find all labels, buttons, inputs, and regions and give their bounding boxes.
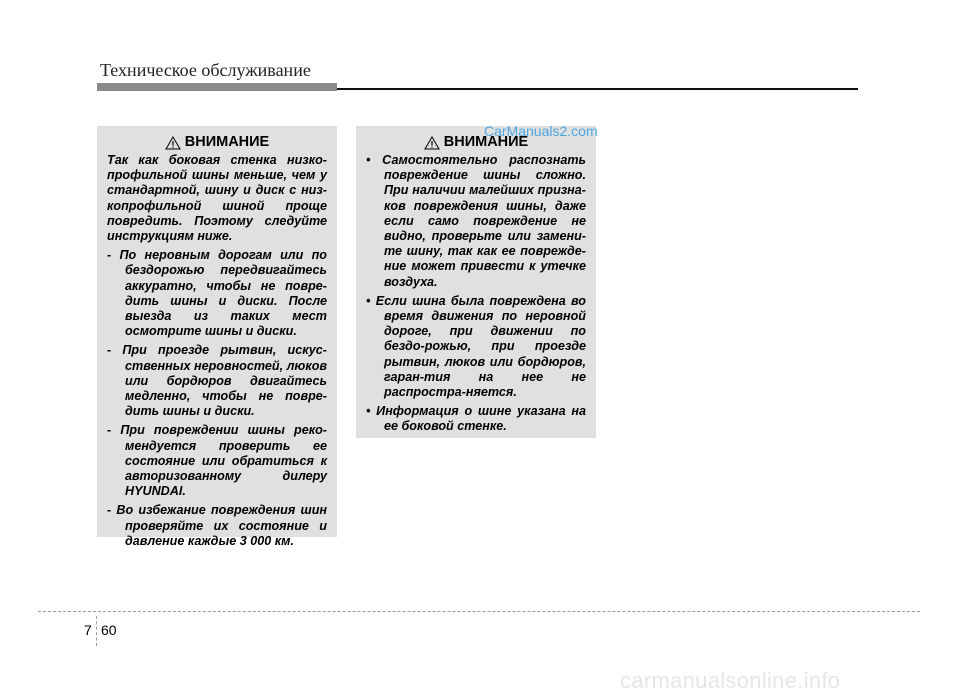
- warning-list-item: - При повреждении шины реко-мендуется проверить ее состояние или обратиться к авторизованному дилеру HYUNDAI.: [107, 423, 327, 499]
- footer-rule: [38, 611, 920, 612]
- warning-list-item: - Во избежание повреждения шин проверяйте их состояние и давление каждые 3 000 км.: [107, 503, 327, 548]
- warning-triangle-icon: [165, 136, 181, 150]
- page-number: 60: [101, 622, 117, 638]
- warning-list-item: - По неровным дорогам или по бездорожью передвигайтесь аккуратно, чтобы не повре-дить шины и диски. После выезда из таких мест осмотрите шины и диски.: [107, 248, 327, 339]
- page-number-divider: [96, 616, 97, 646]
- warning-box-right: [356, 126, 596, 438]
- watermark-link[interactable]: CarManuals2.com: [484, 123, 598, 139]
- warning-heading-text: ВНИМАНИЕ: [184, 134, 270, 151]
- warning-box-left: [97, 126, 337, 548]
- warning-list-item: - При проезде рытвин, искус-ственных неровностей, люков или бордюров двигайтесь медленно, чтобы не повре-дить шины и диски.: [107, 343, 328, 419]
- warning-triangle-icon: [424, 136, 440, 150]
- warning-bullet-item: • Если шина была повреждена во время движения по неровной дороге, при движении по бездо-рожью, при проезде рытвин, люков или бордюров, гаран-тия на нее не распростра-няется.: [366, 293, 586, 400]
- chapter-number: 7: [84, 622, 92, 638]
- site-watermark: carmanualsonline.info: [620, 668, 841, 693]
- warning-intro: Так как боковая стенка низко-профильной шины меньше, чем у стандартной, шину и диск с низ-копрофильной шиной проще повредить. Поэтому следуйте инструкциям ниже.: [107, 153, 327, 244]
- warning-heading: [107, 134, 327, 152]
- warning-heading-text: ВНИМАНИЕ: [443, 134, 529, 151]
- header-rule-thin: [337, 88, 858, 90]
- header-rule-thick: [97, 83, 337, 91]
- warning-bullet-item: • Информация о шине указана на ее боковой стенке.: [366, 404, 586, 434]
- warning-bullet-item: • Самостоятельно распознать повреждение шины сложно. При наличии малейших призна-ков повреждения шины, даже если само повреждение не видно, проверьте или замени-те шину, так как ее поврежде-ние может привести к утечке воздуха.: [366, 153, 586, 289]
- page-header-title: Техническое обслуживание: [100, 60, 311, 80]
